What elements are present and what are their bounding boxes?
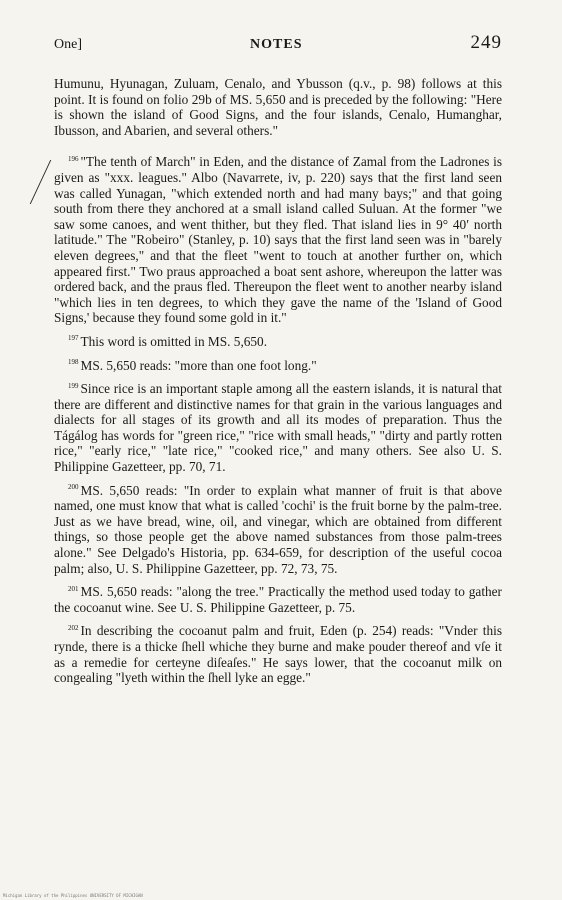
footnote-number: 200 xyxy=(68,483,79,492)
footnote-number: 198 xyxy=(68,358,79,367)
footnote-199 xyxy=(54,381,502,475)
header-title: NOTES xyxy=(250,37,303,52)
footnote-text: Since rice is an important staple among all the eastern islands, it is natural that there are different and distinctive names for that grain in the various languages and dialects for all stages of its growth and all its modes of preparation. Thus the Tágálog has words for "green rice," "rice with small heads," "dirty and partly rotten rice," "early rice," "late rice," "cooked rice," and many others. See also U. S. Philippine Gazetteer, pp. 70, 71. xyxy=(54,381,502,475)
footnote-196 xyxy=(54,154,502,326)
paragraph-text: Humunu, Hyunagan, Zuluam, Cenalo, and Ybusson (q.v., p. 98) follows at this point. It is found on folio 29b of MS. 5,650 and is preceded by the following: "Here is shown the island of Good Signs, and the four islands, Cenalo, Humanghar, Ibusson, and Abarien, and several others." xyxy=(54,76,502,138)
paragraph-continuation xyxy=(54,76,502,138)
footnote-201 xyxy=(54,584,502,615)
footnote-number: 196 xyxy=(68,154,79,163)
footnote-200 xyxy=(54,483,502,577)
footnote-text: MS. 5,650 reads: "In order to explain what manner of fruit is that above named, one must know that what is called 'cochi' is the fruit borne by the palm-tree. Just as we have bread, wine, oil, and vinegar, which are obtained from different things, so those people get the above named substances from those palm-trees alone." See Delgado's Historia, pp. 634-659, for description of the useful cocoa palm; also, U. S. Philippine Gazetteer, pp. 72, 73, 75. xyxy=(54,482,502,576)
footnote-202 xyxy=(54,623,502,685)
footnote-197 xyxy=(54,334,502,350)
footnote-text: This word is omitted in MS. 5,650. xyxy=(80,333,268,349)
footnote-number: 201 xyxy=(68,584,79,593)
scan-footer: Michigan Library of the Philippines UNIVERSITY OF MICHIGAN xyxy=(3,893,143,898)
header-left: One] xyxy=(54,37,82,52)
footnote-number: 202 xyxy=(68,623,79,632)
footnote-198 xyxy=(54,358,502,374)
footnote-text: In describing the cocoanut palm and fruit, Eden (p. 254) reads: "Vnder this rynde, there is a thicke ſhell whiche they burne and make pouder thereof and vſe it as a remedie for certeyne diſeaſes." He says lower, that the cocoanut milk on congealing "lyeth within the ſhell lyke an egge." xyxy=(54,623,502,686)
page xyxy=(54,32,502,694)
running-header xyxy=(54,32,502,60)
footnote-text: MS. 5,650 reads: "more than one foot long." xyxy=(80,357,317,373)
page-number: 249 xyxy=(470,32,502,53)
footnote-text: "The tenth of March" in Eden, and the distance of Zamal from the Ladrones is given as "xxx. leagues." Albo (Navarrete, iv, p. 220) says that the first land seen was called Yunagan, "which extended north and had many bays;" and that going south from there they anchored at a small island called Suluan. At the former "we saw some canoes, and went thither, but they fled. That island lies in 9° 40′ north latitude." The "Robeiro" (Stanley, p. 10) says that the first land seen was in "barely eleven degrees," and that the fleet "went to touch at another further on, which appeared first." Two praus approached a boat sent ashore, whereupon the latter was ordered back, and the praus fled. Thereupon the fleet went to another nearby island "which lies in ten degrees, to which they gave the name of the 'Island of Good Signs,' because they found some gold in it." xyxy=(54,154,502,326)
footnote-number: 197 xyxy=(68,334,79,343)
footnote-text: MS. 5,650 reads: "along the tree." Practically the method used today to gather the cocoanut wine. See U. S. Philippine Gazetteer, p. 75. xyxy=(54,584,502,615)
footnote-number: 199 xyxy=(68,381,79,390)
